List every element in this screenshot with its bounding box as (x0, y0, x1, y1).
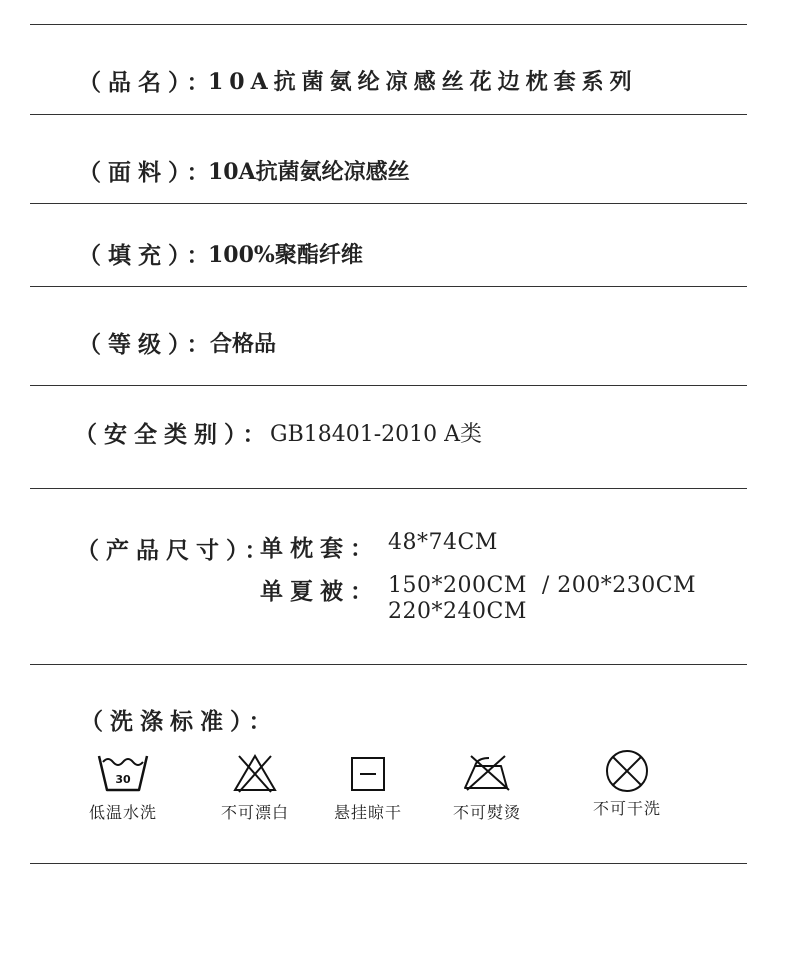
size-item-value: 48*74CM (388, 530, 498, 555)
product-name-value: 10A抗菌氨纶凉感丝花边枕套系列 (208, 69, 638, 95)
care-label: 低温水洗 (88, 803, 157, 822)
size-item-name: 单枕套： (260, 535, 380, 562)
care-item (313, 752, 423, 823)
filling-label: （填充）： (78, 242, 217, 269)
care-item (200, 752, 310, 823)
care-item (572, 748, 682, 819)
safety-label: （安全类别）： (74, 421, 273, 448)
fabric-value: 10A抗菌氨纶凉感丝 (208, 159, 410, 185)
no-dry-clean-icon (601, 748, 653, 794)
no-iron-icon (459, 752, 515, 794)
divider (30, 24, 747, 25)
divider (30, 664, 747, 665)
grade-value: 合格品 (210, 331, 277, 357)
no-bleach-icon (229, 752, 281, 794)
fabric-label: （面料）： (78, 159, 217, 186)
divider (30, 385, 747, 386)
care-label: 不可漂白 (220, 803, 289, 822)
product-name-label: （品名）： (78, 69, 217, 96)
filling-value: 100%聚酯纤维 (208, 242, 363, 268)
care-label: 悬挂晾干 (333, 803, 402, 822)
care-item (68, 752, 178, 823)
safety-value: GB18401-2010 A类 (270, 422, 483, 447)
wash-30-icon (97, 752, 149, 794)
divider (30, 286, 747, 287)
hang-dry-icon (342, 752, 394, 794)
wash-label: （洗涤标准）： (80, 708, 279, 735)
size-item-value: 220*240CM (388, 599, 527, 624)
divider (30, 114, 747, 115)
divider (30, 863, 747, 864)
divider (30, 203, 747, 204)
grade-label: （等级）： (78, 331, 217, 358)
size-item-name: 单夏被： (260, 578, 380, 605)
size-item-value: 150*200CM / 200*230CM (388, 573, 697, 598)
care-item (432, 752, 542, 823)
svg-text:30: 30 (115, 773, 131, 786)
care-label: 不可熨烫 (452, 803, 521, 822)
size-label: （产品尺寸）： (76, 537, 275, 564)
care-label: 不可干洗 (592, 799, 661, 818)
divider (30, 488, 747, 489)
